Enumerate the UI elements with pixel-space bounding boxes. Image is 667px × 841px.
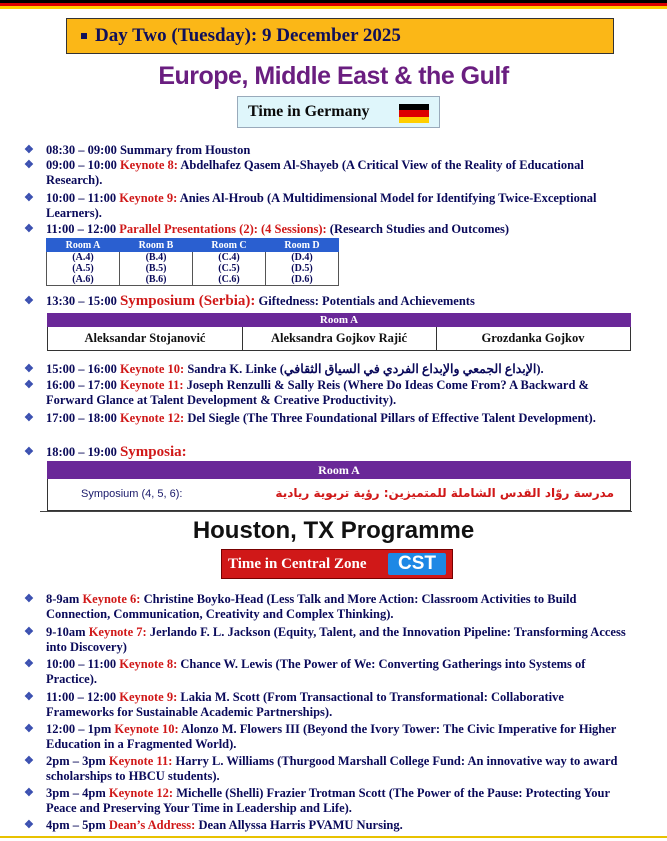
table-row: (A.4) (B.4) (C.4) (D.4) [47,252,339,264]
diamond-bullet-icon: ❖ [24,593,34,605]
speaker-cell: Grozdanka Gojkov [481,331,585,345]
rooms-table [46,238,339,286]
symposia-row [47,479,631,511]
list-item: ❖ 09:00 – 10:00 Keynote 8: Abdelhafez Qasem Al-Shayeb (A Critical View of the Reality of Educational Research). [24,158,584,187]
houston-title: Houston, TX Programme [192,517,475,544]
time-germany-label: Time in Germany [248,103,370,120]
square-bullet-icon [81,33,87,39]
list-item: ❖ 16:00 – 17:00 Keynote 11: Joseph Renzulli & Sally Reis (Where Do Ideas Come From? A Backward & Forward Glance at Talent Development & Creative Productivity). [24,378,589,407]
list-item: ❖ 11:00 – 12:00 Keynote 9: Lakia M. Scott (From Transactional to Transformational: Collaborative Frameworks for Sustainable Academic Partnerships). [24,690,564,719]
diamond-bullet-icon: ❖ [24,223,34,235]
list-item: ❖ 08:30 – 09:00 Summary from Houston [24,143,251,157]
school-title-arabic: مدرسة روّاد القدس الشاملة للمتميزين: رؤية تربوية ريادية [275,486,614,500]
list-item: ❖ 2pm – 3pm Keynote 11: Harry L. Williams (Thurgood Marshall College Fund: An innovative way to award scholarships to HBCU students). [24,754,618,783]
diamond-bullet-icon: ❖ [24,691,34,703]
cst-badge: CST [388,553,446,575]
speaker-cell: Aleksandra Gojkov Rajić [242,327,437,350]
diamond-bullet-icon: ❖ [24,379,34,391]
list-item: ❖ 3pm – 4pm Keynote 12: Michelle (Shelli) Frazier Trotman Scott (The Power of the Pause: Protecting Your Peace and Preserving Your Time in Leadership and Life). [24,786,610,815]
room-header: Room A [47,239,120,252]
diamond-bullet-icon: ❖ [24,819,34,831]
speakers-row [47,327,631,351]
table-row: (A.5) (B.5) (C.5) (D.5) [47,263,339,274]
list-item: ❖ 12:00 – 1pm Keynote 10: Alonzo M. Flowers III (Beyond the Ivory Tower: The Civic Imperative for Higher Education in a Fragmented World). [24,722,617,751]
germany-flag-stripe [0,0,667,9]
room-header: Room A [47,461,631,479]
diamond-bullet-icon: ❖ [24,144,34,156]
time-cst-box [221,549,453,579]
section-divider [40,511,632,512]
room-header: Room B [120,239,193,252]
diamond-bullet-icon: ❖ [24,446,34,458]
diamond-bullet-icon: ❖ [24,658,34,670]
room-header: Room A [47,313,631,327]
room-header: Room C [193,239,266,252]
diamond-bullet-icon: ❖ [24,755,34,767]
list-item-symposia: ❖ 18:00 – 19:00 Symposia: [24,444,187,460]
diamond-bullet-icon: ❖ [24,787,34,799]
room-header: Room D [266,239,339,252]
day-banner [66,18,614,54]
time-cst-label: Time in Central Zone [228,556,367,572]
diamond-bullet-icon: ❖ [24,412,34,424]
list-item: ❖ 17:00 – 18:00 Keynote 12: Del Siegle (The Three Foundational Pillars of Effective Talent Development). [24,411,596,425]
list-item: ❖ 10:00 – 11:00 Keynote 9: Anies Al-Hroub (A Multidimensional Model for Identifying Twice-Exceptional Learners). [24,191,597,220]
table-row: (A.6) (B.6) (C.6) (D.6) [47,274,339,286]
list-item: ❖ 9-10am Keynote 7: Jerlando F. L. Jackson (Equity, Talent, and the Innovation Pipeline: Transforming Access into Discovery) [24,625,626,654]
speaker-cell: Aleksandar Stojanović [48,327,243,350]
diamond-bullet-icon: ❖ [24,363,34,375]
diamond-bullet-icon: ❖ [24,192,34,204]
diamond-bullet-icon: ❖ [24,295,34,307]
germany-flag-icon [399,104,429,123]
list-item: ❖ 15:00 – 16:00 Keynote 10: Sandra K. Linke (الإبداع الجمعي والإبداع الفردي في السياق الثقافي). [24,362,544,376]
bottom-rule [0,836,667,838]
time-germany-box [237,96,440,128]
list-item-symposium-serbia: ❖ 13:30 – 15:00 Symposium (Serbia): Giftedness: Potentials and Achievements [24,293,475,309]
list-item: ❖ 11:00 – 12:00 Parallel Presentations (2): (4 Sessions): (Research Studies and Outcomes) [24,222,510,236]
symposium-cell: Symposium (4, 5, 6): [81,488,183,500]
list-item: ❖ 4pm – 5pm Dean’s Address: Dean Allyssa Harris PVAMU Nursing. [24,818,403,832]
list-item: ❖ 8-9am Keynote 6: Christine Boyko-Head (Less Talk and More Action: Classroom Activities to Build Connection, Communication, Creativity and Complex Thinking). [24,592,577,621]
diamond-bullet-icon: ❖ [24,723,34,735]
diamond-bullet-icon: ❖ [24,159,34,171]
diamond-bullet-icon: ❖ [24,626,34,638]
region-title: Europe, Middle East & the Gulf [158,62,509,90]
list-item: ❖ 10:00 – 11:00 Keynote 8: Chance W. Lewis (The Power of We: Converting Gatherings into Systems of Practice). [24,657,586,686]
day-title: Day Two (Tuesday): 9 December 2025 [95,25,401,46]
